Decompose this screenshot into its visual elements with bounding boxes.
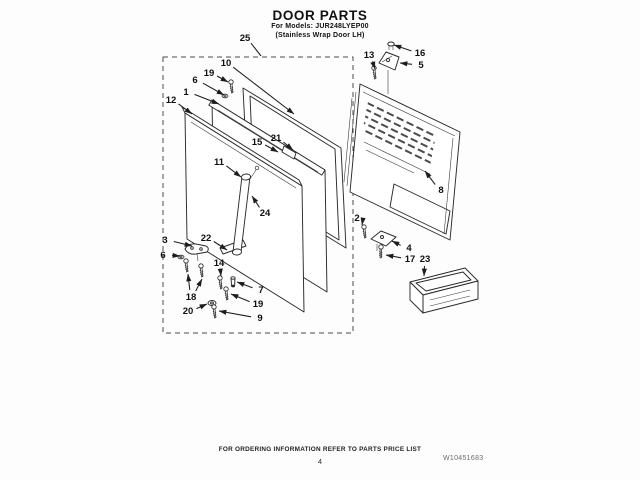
leader-line (195, 94, 220, 104)
callout-14 (214, 258, 225, 276)
callout-9 (219, 311, 263, 324)
part-number-label: 25 (239, 33, 251, 45)
part-number-label: 12 (165, 95, 177, 107)
leader-line (386, 255, 401, 258)
hinge-screw (224, 287, 229, 300)
part-number-label: 15 (251, 137, 263, 149)
leader-line (424, 266, 425, 276)
part-number-label: 21 (270, 133, 282, 145)
part-number-label: 14 (213, 258, 225, 270)
callout-17 (386, 254, 415, 265)
callout-23 (420, 254, 431, 276)
part-number-label: 6 (160, 250, 166, 262)
leader-line (203, 83, 224, 95)
leader-line (220, 270, 221, 276)
variant-line: (Stainless Wrap Door LH) (275, 31, 365, 39)
callout-5 (400, 60, 424, 71)
callout-19 (231, 294, 263, 310)
part-number-label: 20 (182, 306, 194, 318)
part-number-label: 19 (203, 68, 215, 80)
part-number-label: 17 (404, 254, 416, 266)
part-number-label: 19 (252, 299, 264, 311)
part-number-label: 24 (259, 208, 271, 220)
page-title: DOOR PARTS (272, 8, 368, 23)
part-number-label: 18 (185, 292, 197, 304)
leader-line (188, 274, 190, 290)
hinge-screw (218, 276, 223, 289)
leader-line (172, 255, 180, 256)
ordering-note: FOR ORDERING INFORMATION REFER TO PARTS PRICE LIST (218, 446, 422, 453)
leader-line (231, 294, 250, 302)
hinge-pin (231, 277, 235, 287)
models-line: For Models: JUR248LYEP00 (271, 23, 369, 30)
callout-20 (183, 304, 207, 317)
leader-line (237, 282, 253, 288)
door-bin (410, 268, 478, 313)
leader-line (196, 279, 202, 291)
hinge-bracket (371, 231, 396, 246)
part-number-label: 22 (200, 233, 212, 245)
leader-line (392, 241, 401, 245)
part-number-label: 7 (258, 285, 264, 297)
part-number-label: 8 (438, 185, 444, 197)
leader-line (219, 311, 251, 317)
hinge-screw (199, 264, 204, 277)
part-number-label: 4 (406, 243, 412, 255)
hinge-screw (184, 259, 189, 272)
part-number-label: 10 (220, 58, 232, 70)
callout-25 (240, 33, 261, 56)
hinge-screw (362, 225, 367, 238)
callout-6 (160, 250, 180, 261)
callout-2 (354, 213, 362, 225)
part-number-label: 5 (418, 60, 424, 72)
leader-line (174, 242, 192, 247)
part-number-label: 11 (213, 157, 225, 169)
leader-line (394, 45, 411, 51)
part-number-label: 23 (419, 254, 431, 266)
part-number-label: 16 (414, 48, 426, 60)
part-number-label: 2 (354, 213, 360, 225)
part-number-label: 1 (183, 87, 189, 99)
page-number: 4 (317, 457, 323, 466)
document-number: W10451683 (443, 455, 484, 462)
leader-line (400, 63, 412, 64)
part-number-label: 13 (363, 50, 375, 62)
hinge-screw (212, 305, 217, 318)
part-number-label: 6 (192, 75, 198, 87)
leader-line (196, 304, 207, 309)
handle-screw (255, 166, 259, 170)
hinge-bolt (377, 245, 383, 259)
callout-18 (186, 274, 202, 303)
leader-line (217, 76, 228, 82)
door-liner-panel (344, 84, 460, 240)
leader-line (251, 43, 261, 56)
part-number-label: 9 (257, 313, 263, 325)
callout-19 (204, 68, 228, 82)
bottom-hinge-right-parts (362, 225, 396, 258)
top-hinge-screw (229, 80, 234, 93)
top-hinge-right-parts (372, 42, 399, 94)
part-number-label: 3 (162, 235, 168, 247)
callout-4 (392, 241, 412, 254)
